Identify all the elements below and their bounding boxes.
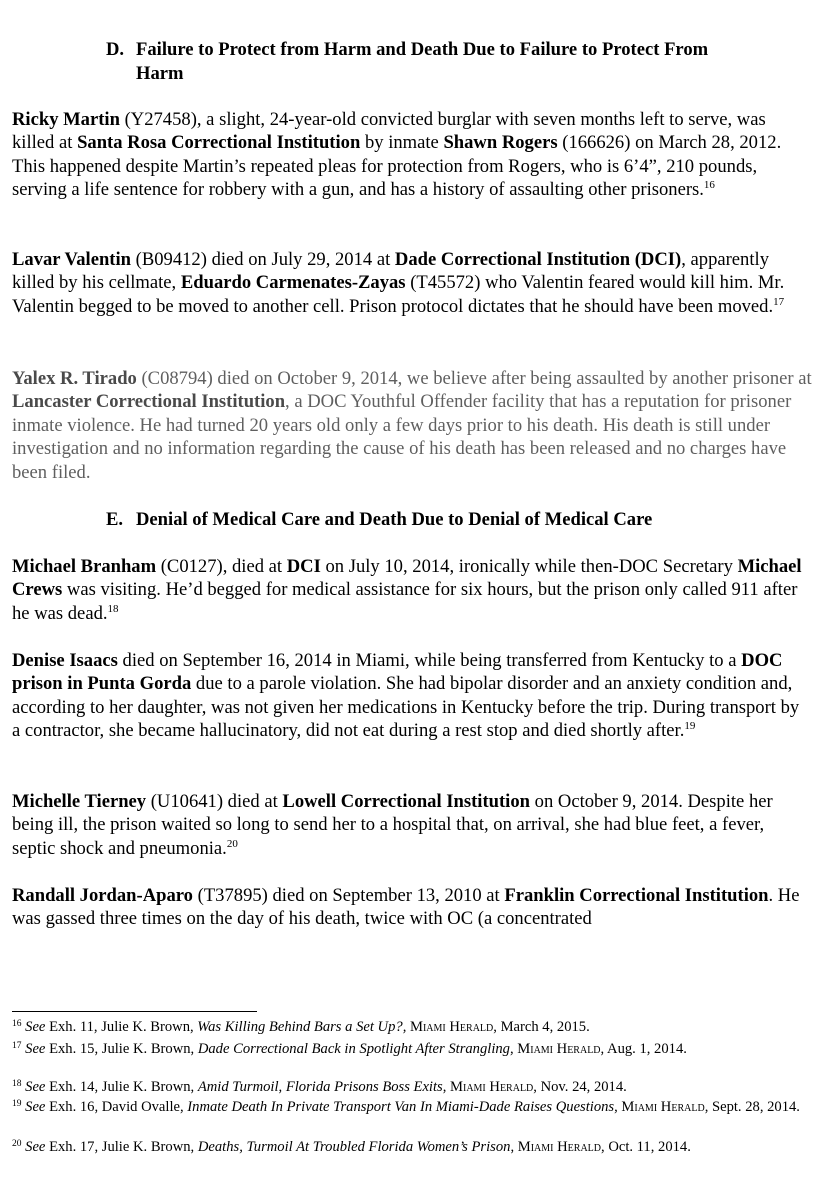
- footnote-ref[interactable]: 18: [107, 602, 119, 615]
- text: on July 10, 2014, ironically while then-DOC Secretary: [320, 556, 738, 577]
- citation-date: , Sept. 28, 2014.: [704, 1099, 800, 1115]
- article-title: Inmate Death In Private Transport Van In Miami-Dade Raises Questions: [187, 1099, 615, 1115]
- text: was visiting. He’d begged for medical assistance for six hours, but the prison only called 911 after he was dead.: [12, 579, 798, 624]
- footnote-20: [12, 1139, 802, 1156]
- footnote-ref[interactable]: 17: [773, 295, 785, 308]
- paragraph-michelle-tierney: [12, 790, 812, 860]
- text: died on September 16, 2014 in Miami, while being transferred from Kentucky to a: [117, 650, 742, 671]
- text: . He was gassed three times on the day of his death, twice with OC (a concentrated: [12, 885, 800, 930]
- text: , a DOC Youthful Offender facility that has a reputation for prisoner inmate violence. He had turned 20 years old only a few days prior to his death. His death is still under investigation and no information regarding the cause of his death has been released and no charges have been filed.: [12, 391, 792, 483]
- section-d-title-line1: Failure to Protect from Harm and Death Due to Failure to Protect From: [136, 39, 709, 60]
- footnote-number: 19: [12, 1099, 22, 1109]
- text: (T45572) who Valentin feared would kill him. Mr. Valentin begged to be moved to another cell. Prison protocol dictates that he should have been moved.: [12, 272, 785, 317]
- text: by inmate: [360, 132, 444, 154]
- article-title: Was Killing Behind Bars a Set Up?,: [197, 1019, 407, 1035]
- paragraph-denise-isaacs: [12, 649, 812, 743]
- citation-text: Exh. 11, Julie K. Brown,: [45, 1019, 198, 1035]
- publication-name: , Miami Herald: [614, 1099, 705, 1115]
- publication-name: , Miami Herald: [442, 1079, 534, 1095]
- citation-text: Exh. 14, Julie K. Brown,: [45, 1079, 198, 1095]
- article-title: Dade Correctional Back in Spotlight After Strangling: [197, 1041, 510, 1057]
- section-e-title: Denial of Medical Care and Death Due to Denial of Medical Care: [136, 509, 653, 530]
- text: (B09412) died on July 29, 2014 at: [131, 249, 395, 270]
- institution-name: Lancaster Correctional Institution: [12, 391, 286, 413]
- text: on October 9, 2014. Despite her being ill, the prison waited so long to send her to a hospital that, on arrival, she had blue feet, a fever, septic shock and pneumonia.: [12, 791, 773, 859]
- footnote-19: [12, 1099, 802, 1116]
- article-title: Deaths, Turmoil At Troubled Florida Women’s Prison: [197, 1139, 511, 1155]
- person-name: Denise Isaacs: [12, 650, 118, 671]
- person-name: Michael Crews: [12, 556, 802, 601]
- publication-name: , Miami Herald: [510, 1139, 602, 1155]
- see-signal: See: [25, 1079, 46, 1095]
- footnote-ref[interactable]: 16: [703, 179, 715, 192]
- citation-date: , Oct. 11, 2014.: [601, 1139, 691, 1155]
- section-d-title-line2: Harm: [136, 63, 184, 84]
- institution-name: Santa Rosa Correctional Institution: [77, 132, 361, 154]
- paragraph-yalex-tirado: [12, 367, 812, 484]
- citation-text: Exh. 15, Julie K. Brown,: [45, 1041, 198, 1057]
- person-name: Michelle Tierney: [12, 791, 147, 812]
- institution-name: DCI: [286, 556, 321, 577]
- paragraph-michael-branham: [12, 555, 812, 625]
- footnote-separator: [12, 1011, 257, 1012]
- section-e-letter: E.: [106, 509, 124, 530]
- institution-name: Lowell Correctional Institution: [282, 791, 530, 812]
- institution-name: DOC prison in Punta Gorda: [12, 650, 783, 695]
- see-signal: See: [25, 1099, 46, 1115]
- footnote-16: [12, 1019, 802, 1036]
- see-signal: See: [25, 1139, 46, 1155]
- text: (166626) on March 28, 2012. This happened despite Martin’s repeated pleas for protection from Rogers, who is 6’4”, 210 pounds, serving a life sentence for robbery with a gun, and has a history of assaulting other prisoners.: [12, 132, 782, 201]
- text: , apparently killed by his cellmate,: [12, 249, 769, 294]
- institution-name: Franklin Correctional Institution: [504, 885, 769, 906]
- footnote-number: 18: [12, 1079, 22, 1089]
- text: (T37895) died on September 13, 2010 at: [192, 885, 505, 906]
- paragraph-randall-jordan-aparo: [12, 884, 812, 931]
- person-name: Shawn Rogers: [443, 132, 558, 154]
- section-d-letter: D.: [106, 39, 125, 60]
- citation-date: , March 4, 2015.: [493, 1019, 590, 1035]
- article-title: Amid Turmoil, Florida Prisons Boss Exits: [197, 1079, 443, 1095]
- publication-name: Miami Herald: [406, 1019, 494, 1035]
- footnote-number: 16: [12, 1019, 22, 1029]
- citation-text: Exh. 16, David Ovalle,: [45, 1099, 188, 1115]
- footnote-number: 17: [12, 1041, 22, 1051]
- institution-name: Dade Correctional Institution (DCI): [394, 249, 682, 270]
- paragraph-ricky-martin: [12, 108, 812, 202]
- section-d-heading: [136, 38, 806, 86]
- paragraph-lavar-valentin: [12, 248, 812, 318]
- footnote-18: [12, 1079, 802, 1096]
- text: (C08794) died on October 9, 2014, we believe after being assaulted by another prisoner at: [136, 368, 812, 389]
- person-name: Randall Jordan-Aparo: [12, 885, 193, 906]
- text: (U10641) died at: [146, 791, 283, 812]
- text: due to a parole violation. She had bipolar disorder and an anxiety condition and, according to her daughter, was not given her medications in Kentucky before the trip. During transport by a contractor, she became hallucinatory, did not eat during a rest stop and died shortly after.: [12, 673, 800, 742]
- footnote-17: [12, 1041, 802, 1058]
- publication-name: , Miami Herald: [509, 1041, 601, 1057]
- text: (Y27458), a slight, 24-year-old convicted burglar with seven months left to serve, was killed at: [12, 109, 766, 154]
- text: (C0127), died at: [156, 556, 287, 577]
- citation-date: , Aug. 1, 2014.: [600, 1041, 687, 1057]
- person-name: Eduardo Carmenates-Zayas: [180, 272, 406, 294]
- person-name: Ricky Martin: [12, 109, 120, 130]
- footnote-ref[interactable]: 19: [684, 720, 696, 733]
- citation-text: Exh. 17, Julie K. Brown,: [45, 1139, 198, 1155]
- see-signal: See: [25, 1041, 46, 1057]
- person-name: Yalex R. Tirado: [12, 368, 137, 389]
- footnote-ref[interactable]: 20: [226, 837, 238, 850]
- see-signal: See: [25, 1019, 46, 1035]
- person-name: Lavar Valentin: [12, 249, 131, 270]
- citation-date: , Nov. 24, 2014.: [533, 1079, 627, 1095]
- footnote-number: 20: [12, 1139, 22, 1149]
- person-name: Michael Branham: [12, 556, 157, 577]
